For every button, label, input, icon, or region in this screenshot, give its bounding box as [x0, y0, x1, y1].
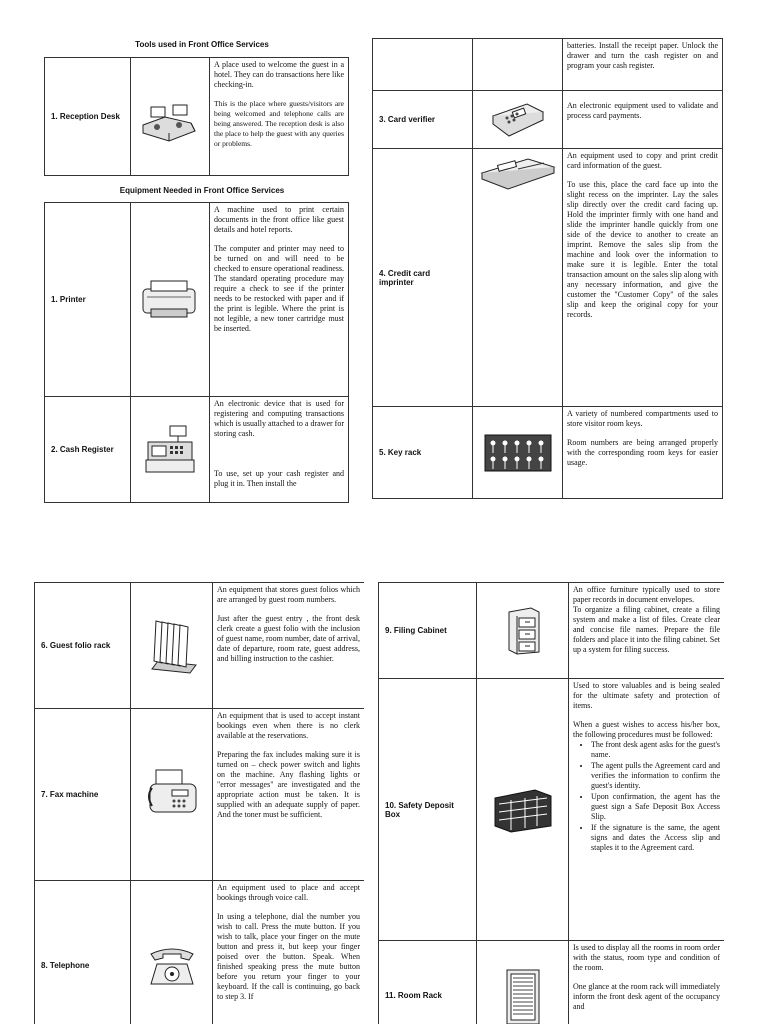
desc-paragraph: An electronic equipment used to validate and process card payments.: [567, 101, 718, 120]
item-label-safety-deposit-box: 10. Safety Deposit Box: [379, 679, 477, 941]
list-item: • The agent pulls the Agreement card and verifies the information to confirm the guest's identity.: [591, 761, 720, 791]
room-rack-icon: [503, 966, 543, 1024]
key-rack-icon: [483, 433, 553, 473]
item-label-credit-card-imprinter: 4. Credit card imprinter: [373, 149, 473, 407]
item-desc-card-verifier: [563, 91, 723, 149]
desc-paragraph: An equipment used to place and accept bookings through voice call.: [217, 883, 360, 902]
filing-cabinet-image: [477, 583, 569, 679]
item-label-fax-machine: 7. Fax machine: [35, 709, 131, 881]
list-item: • If the signature is the same, the agent signs and dates the Access slip and staples it to the Agreement card.: [591, 823, 720, 853]
filing-cabinet-icon: [503, 606, 543, 656]
item-label-guest-folio-rack: 6. Guest folio rack: [35, 583, 131, 709]
table-row: [45, 397, 349, 503]
section-title-tools: Tools used in Front Office Services: [135, 40, 269, 49]
item-desc-cash-register: [210, 397, 349, 503]
desc-paragraph: batteries. Install the receipt paper. Unlock the drawer and turn the cash register on and program your cash register.: [567, 41, 718, 70]
table-row: [379, 941, 725, 1024]
cash-register-image: [131, 397, 210, 503]
desc-paragraph: Room numbers are being arranged properly with the corresponding room keys for easier usage.: [567, 438, 718, 467]
telephone-icon: [147, 944, 197, 988]
table-equipment: [44, 202, 348, 503]
panel-bottom-left: [34, 580, 364, 1024]
fax-machine-image: [131, 709, 213, 881]
item-label-key-rack: 5. Key rack: [373, 407, 473, 499]
desc-paragraph: Is used to display all the rooms in room order with the status, room type and condition of the room.: [573, 943, 720, 972]
desc-paragraph: An equipment used to copy and print credit card information of the guest.: [567, 151, 718, 170]
panel-top-left: [34, 36, 370, 504]
credit-card-imprinter-icon: [478, 155, 558, 191]
item-label-reception-desk: 1. Reception Desk: [45, 58, 131, 176]
item-desc-credit-card-imprinter: [563, 149, 723, 407]
guest-folio-rack-image: [131, 583, 213, 709]
telephone-image: [131, 881, 213, 1024]
item-label-filing-cabinet: 9. Filing Cabinet: [379, 583, 477, 679]
printer-icon: [135, 275, 205, 325]
desc-paragraph: A machine used to print certain documents in the front office like guest details and hotel reports.: [214, 205, 344, 234]
table-row: [35, 583, 365, 709]
cash-register-continued: [563, 39, 723, 91]
desc-paragraph: To use this, place the card face up into the slight recess on the imprinter. Lay the sales slip directly over the credit card facing up. Hold the imprinter firmly with one hand and slide the imprinter handle quickly from one side of the device to another to create an imprint. Remove the sales slip from the machine and look over the information to make sure it is legible. Enter the total transaction amount on the sales slip along with any necessary information, and give the customer the "Customer Copy" of the sales slip and keep the original copy for your records.: [567, 180, 718, 319]
desc-paragraph: An electronic device that is used for registering and computing transactions which is usually attached to a drawer for storing cash.: [214, 399, 344, 438]
desc-paragraph: The computer and printer may need to be turned on and will need to be checked to ensure operational readiness. The standard operating procedure may require a check to see if the printer needs to be restocked with paper and if the print is legible. Where the print is not legible, a new toner cartridge must be inserted.: [214, 244, 344, 333]
desc-paragraph: This is the place where guests/visitors are being welcomed and telephone calls are being answered. The reception desk is also the place to help the guest with any queries or problems.: [214, 99, 344, 148]
printer-image: [131, 203, 210, 397]
desc-paragraph: To use, set up your cash register and plug it in. Then install the: [214, 469, 344, 488]
safety-deposit-box-image: [477, 679, 569, 941]
table-top-right: [372, 38, 723, 499]
safety-deposit-box-icon: [491, 786, 555, 834]
desc-paragraph: When a guest wishes to access his/her box, the following procedures must be followed:: [573, 720, 720, 739]
procedure-list: [573, 740, 720, 853]
table-row: [379, 583, 725, 679]
guest-folio-rack-icon: [142, 611, 202, 681]
panel-bottom-right: [372, 580, 724, 1024]
card-verifier-image: [473, 91, 563, 149]
table-bottom-right: [378, 582, 724, 1024]
item-desc-fax-machine: [213, 709, 365, 881]
fax-machine-icon: [142, 766, 202, 824]
item-desc-room-rack: [569, 941, 725, 1024]
item-desc-telephone: [213, 881, 365, 1024]
key-rack-image: [473, 407, 563, 499]
table-row: [35, 881, 365, 1024]
item-desc-reception-desk: [210, 58, 349, 176]
room-rack-image: [477, 941, 569, 1024]
table-row: [373, 407, 723, 499]
desc-paragraph: A place used to welcome the guest in a hotel. They can do transactions here like checking-in.: [214, 60, 344, 89]
item-desc-guest-folio-rack: [213, 583, 365, 709]
desc-paragraph: Preparing the fax includes making sure it is turned on – check power switch and lights on the machine. Any flashing lights or "error messages" are investigated and the appropriate action must be taken. It is supplied with an adequate supply of paper. And the toner must be sufficient.: [217, 750, 360, 819]
table-row: [373, 39, 723, 91]
cash-register-icon: [140, 422, 200, 478]
item-label-telephone: 8. Telephone: [35, 881, 131, 1024]
desc-paragraph: A variety of numbered compartments used to store visitor room keys.: [567, 409, 718, 428]
item-label-cash-register: 2. Cash Register: [45, 397, 131, 503]
desc-paragraph: An equipment that is used to accept instant bookings even when there is no clerk available at the reservations.: [217, 711, 360, 740]
item-label-printer: 1. Printer: [45, 203, 131, 397]
section-title-equipment: Equipment Needed in Front Office Services: [119, 186, 285, 195]
table-row: [45, 203, 349, 397]
item-desc-safety-deposit-box: [569, 679, 725, 941]
item-desc-key-rack: [563, 407, 723, 499]
reception-desk-icon: [135, 87, 205, 147]
table-row: [373, 149, 723, 407]
table-row: [379, 679, 725, 941]
desc-paragraph: Just after the guest entry , the front desk clerk create a guest folio with the inclusion of guest name, room number, date of arrival, date of departure, room rate, guest address, and billing instruction to the cashier.: [217, 614, 360, 663]
item-label-card-verifier: 3. Card verifier: [373, 91, 473, 149]
desc-paragraph: An office furniture typically used to store paper records in document envelopes.: [573, 585, 720, 604]
list-item: • The front desk agent asks for the guest's name.: [591, 740, 720, 760]
item-label-room-rack: 11. Room Rack: [379, 941, 477, 1024]
table-tools: [44, 57, 348, 176]
table-row: [45, 58, 349, 176]
list-item: • Upon confirmation, the agent has the guest sign a Safe Deposit Box Access Slip.: [591, 792, 720, 822]
panel-top-right: [372, 36, 722, 504]
desc-paragraph: One glance at the room rack will immediately inform the front desk agent of the occupancy and: [573, 982, 720, 1011]
item-desc-filing-cabinet: [569, 583, 725, 679]
table-bottom-left: [34, 582, 364, 1024]
desc-paragraph: An equipment that stores guest folios which are arranged by guest room numbers.: [217, 585, 360, 604]
desc-paragraph: Used to store valuables and is being sealed for the ultimate safety and protection of items.: [573, 681, 720, 710]
desc-paragraph: In using a telephone, dial the number you wish to call. Press the mute button. If you wish to talk, place your finger on the mute button and press it, but keep your finger poised over the button. Speak. When finished speaking press the mute button before you return your finger to your keyboard. If the call is continuing, go back to step 3. If: [217, 912, 360, 1001]
credit-card-imprinter-image: [473, 149, 563, 407]
table-row: [373, 91, 723, 149]
item-desc-printer: [210, 203, 349, 397]
table-row: [35, 709, 365, 881]
desc-paragraph: To organize a filing cabinet, create a filing system and make a list of files. Create clear and concise file names. Prepare the file folders and place it into the filing cabinet. Set up a system for filing success.: [573, 605, 720, 654]
card-verifier-icon: [487, 96, 549, 144]
reception-desk-image: [131, 58, 210, 176]
